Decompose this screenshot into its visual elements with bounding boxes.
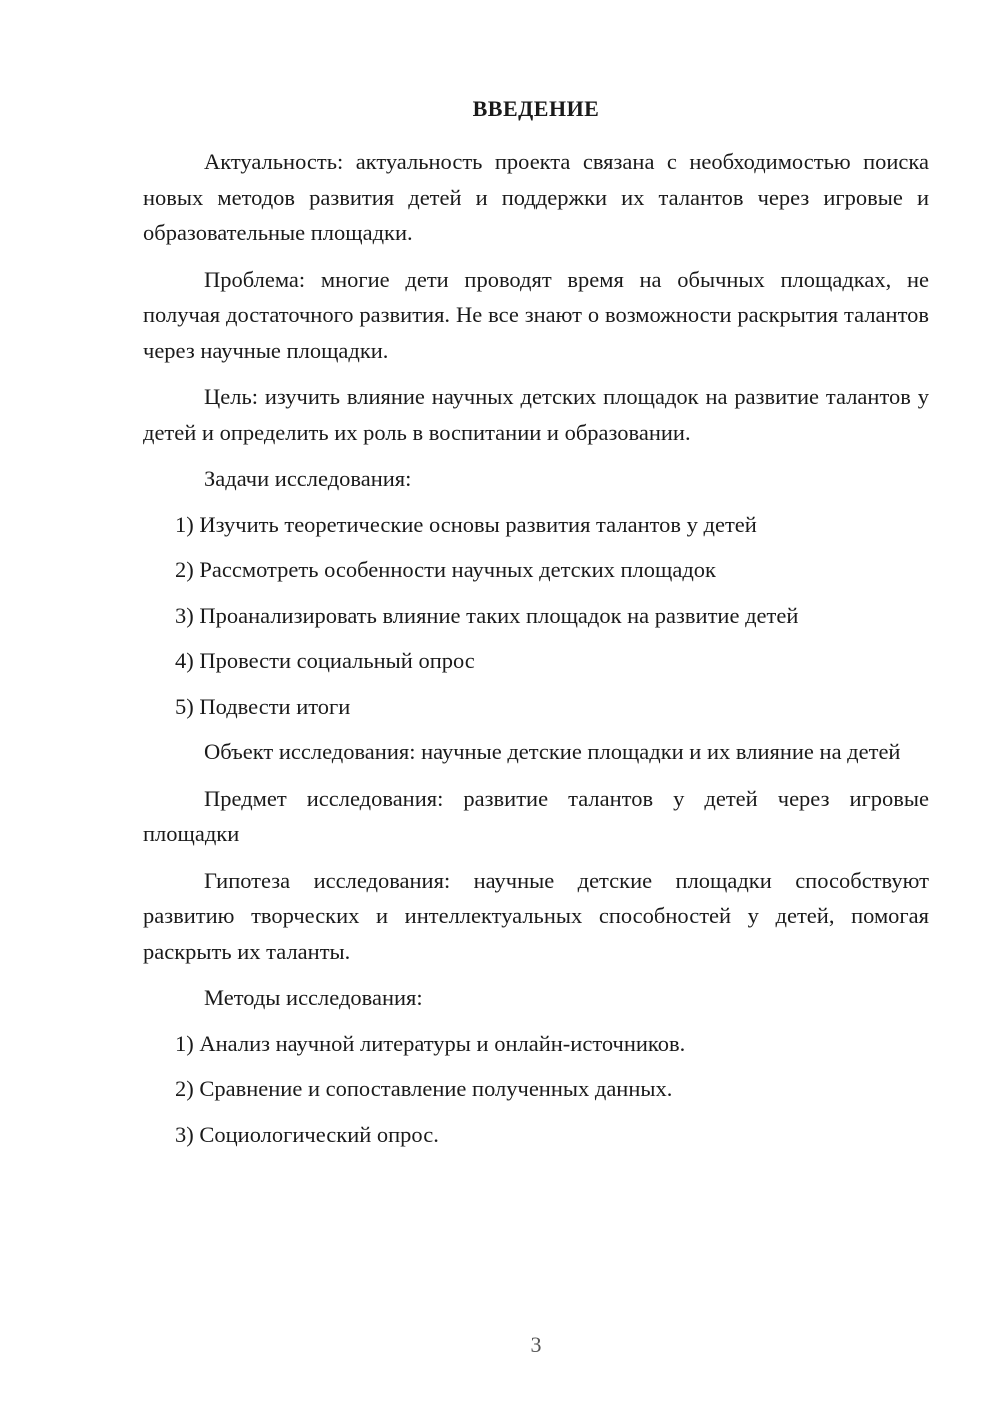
list-item: 3) Социологический опрос. (175, 1121, 439, 1147)
tasks-heading: Задачи исследования: (204, 466, 412, 491)
object-paragraph: Объект исследования: научные детские площадки и их влияние на детей (204, 739, 901, 764)
relevance-paragraph: Актуальность: актуальность проекта связана с необходимостью поиска новых методов развития детей и поддержки их талантов через игровые и образовательные площадки. (143, 149, 929, 245)
subject-paragraph: Предмет исследования: развитие талантов у детей через игровые площадки (143, 785, 929, 846)
list-item: 2) Рассмотреть особенности научных детских площадок (175, 557, 716, 582)
list-item: 3) Проанализировать влияние таких площадок на развитие детей (175, 602, 799, 628)
hypothesis-paragraph: Гипотеза исследования: научные детские площадки способствуют развитию творческих и интеллектуальных способностей у детей, помогая раскрыть их таланты. (143, 867, 929, 964)
goal-paragraph: Цель: изучить влияние научных детских площадок на развитие талантов у детей и определить их роль в воспитании и образовании. (143, 384, 929, 445)
list-item: 5) Подвести итоги (175, 693, 351, 719)
page-title: ВВЕДЕНИЕ (472, 96, 600, 121)
problem-paragraph: Проблема: многие дети проводят время на обычных площадках, не получая достаточного развития. Не все знают о возможности раскрытия талантов через научные площадки. (143, 266, 929, 363)
page-number: 3 (530, 1332, 542, 1357)
methods-list (143, 1026, 929, 1153)
methods-heading: Методы исследования: (204, 985, 423, 1010)
list-item: 1) Изучить теоретические основы развития талантов у детей (175, 511, 757, 537)
list-item: 2) Сравнение и сопоставление полученных данных. (175, 1076, 673, 1101)
list-item: 1) Анализ научной литературы и онлайн-источников. (175, 1030, 686, 1056)
tasks-list (143, 507, 929, 725)
page-content (143, 144, 929, 1162)
list-item: 4) Провести социальный опрос (175, 648, 475, 673)
